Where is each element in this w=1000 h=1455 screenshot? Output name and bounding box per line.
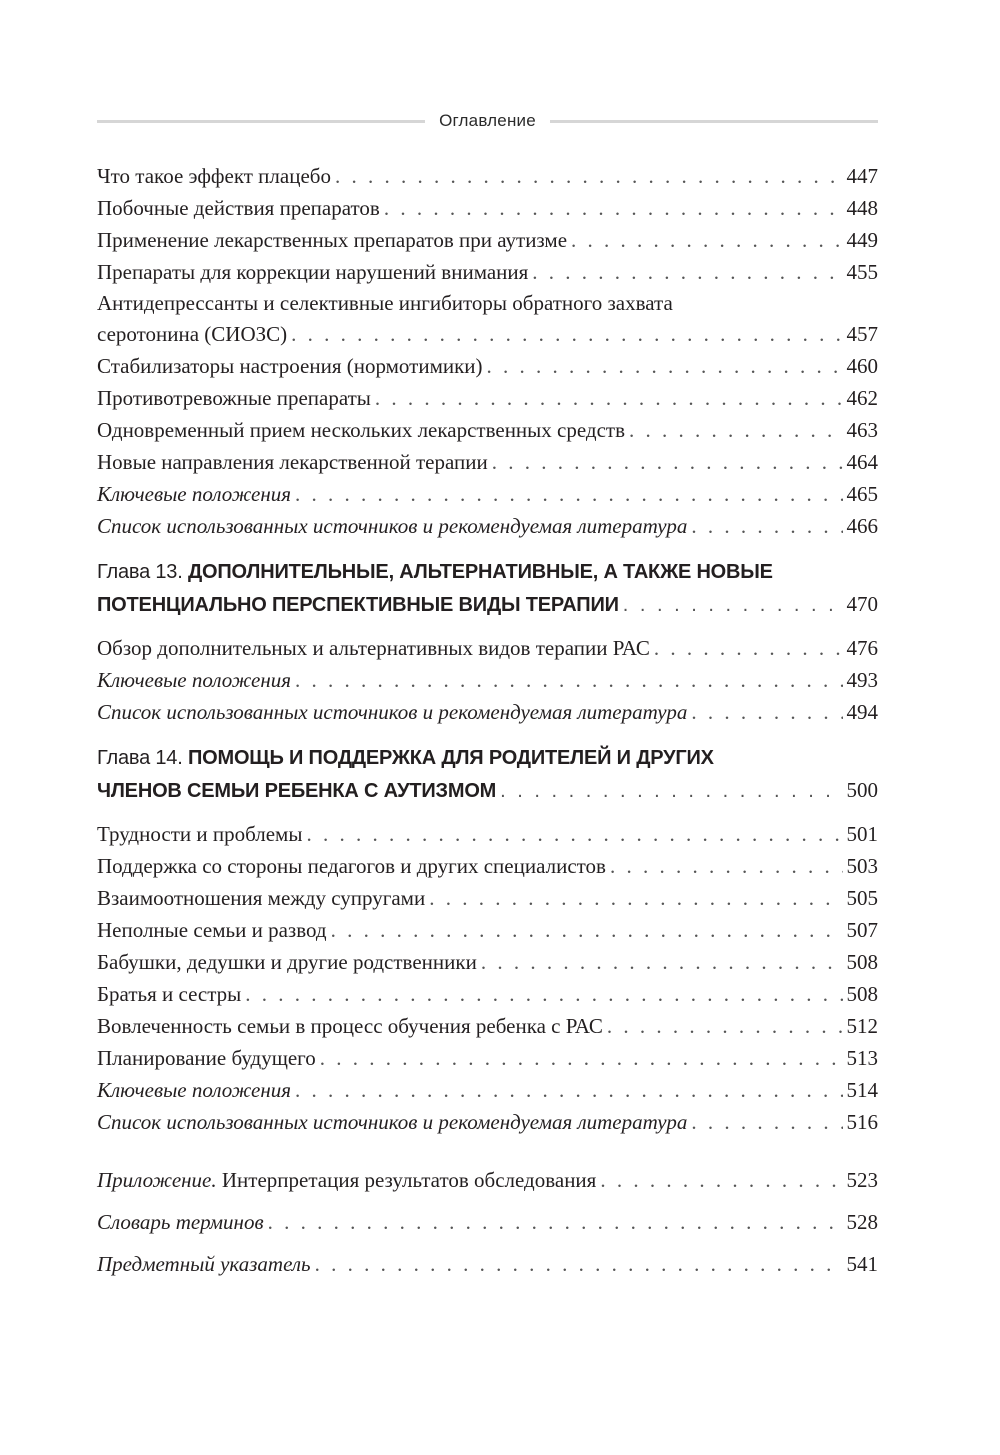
toc-entry-page: 466 bbox=[846, 514, 878, 538]
toc-entry-page: 512 bbox=[846, 1014, 878, 1038]
dot-leader bbox=[384, 192, 843, 224]
toc-entry-title: Ключевые положения bbox=[97, 1078, 292, 1102]
dot-leader bbox=[291, 318, 842, 350]
toc-entry[interactable] bbox=[97, 1042, 878, 1074]
dot-leader bbox=[481, 946, 843, 978]
dot-leader bbox=[320, 1042, 843, 1074]
toc-entry[interactable] bbox=[97, 446, 878, 478]
toc-entry[interactable] bbox=[97, 382, 878, 414]
toc-entry-page: 501 bbox=[846, 822, 878, 846]
dot-leader bbox=[500, 775, 842, 807]
dot-leader bbox=[331, 914, 843, 946]
toc-entry-title: Что такое эффект плацебо bbox=[97, 164, 331, 188]
toc-entry-page: 508 bbox=[846, 950, 878, 974]
chapter-page: 470 bbox=[846, 592, 878, 616]
dot-leader bbox=[295, 478, 842, 510]
chapter-title-text2: ЧЛЕНОВ СЕМЬИ РЕБЕНКА С АУТИЗМОМ bbox=[97, 780, 497, 802]
toc-entry-page: 494 bbox=[846, 700, 878, 724]
toc-entry[interactable] bbox=[97, 1010, 878, 1042]
running-header bbox=[97, 108, 878, 134]
dot-leader bbox=[245, 978, 842, 1010]
toc-entry[interactable] bbox=[97, 414, 878, 446]
toc-entry-title: Обзор дополнительных и альтернативных видов терапии РАС bbox=[97, 636, 650, 660]
toc-entry-page: 457 bbox=[846, 322, 878, 346]
toc-entry[interactable] bbox=[97, 978, 878, 1010]
toc-entry[interactable] bbox=[97, 850, 878, 882]
chapter-13-heading[interactable] bbox=[97, 556, 878, 620]
chapter-title-text: ПОМОЩЬ И ПОДДЕРЖКА ДЛЯ РОДИТЕЛЕЙ И ДРУГИХ bbox=[187, 747, 714, 769]
dot-leader bbox=[335, 160, 843, 192]
toc-entry-title: Стабилизаторы настроения (нормотимики) bbox=[97, 354, 483, 378]
toc-entry-page: 449 bbox=[846, 228, 878, 252]
dot-leader bbox=[306, 818, 842, 850]
chapter-title-line1 bbox=[97, 742, 878, 774]
dot-leader bbox=[315, 1248, 843, 1280]
dot-leader bbox=[487, 350, 843, 382]
header-rule-left bbox=[97, 120, 425, 123]
toc-entry-title: Ключевые положения bbox=[97, 482, 292, 506]
dot-leader bbox=[295, 664, 842, 696]
header-title: Оглавление bbox=[439, 111, 536, 130]
toc-entry-page: 476 bbox=[846, 636, 878, 660]
chapter-14-heading[interactable] bbox=[97, 742, 878, 806]
toc-entry[interactable] bbox=[97, 882, 878, 914]
toc-entry[interactable] bbox=[97, 914, 878, 946]
toc-entry-title: Бабушки, дедушки и другие родственники bbox=[97, 950, 477, 974]
appendix-title: Интерпретация результатов обследования bbox=[216, 1168, 597, 1192]
toc-entry-page: 514 bbox=[846, 1078, 878, 1102]
toc-entry-title-line1: Антидепрессанты и селективные ингибиторы обратного захвата bbox=[97, 291, 673, 315]
toc-entry-title: Планирование будущего bbox=[97, 1046, 316, 1070]
toc-entry-page: 460 bbox=[846, 354, 878, 378]
toc-entry-page: 516 bbox=[846, 1110, 878, 1134]
toc-entry-key-points[interactable] bbox=[97, 1074, 878, 1106]
toc-entry-title: Предметный указатель bbox=[97, 1252, 311, 1276]
appendix-prefix: Приложение. bbox=[97, 1168, 217, 1192]
toc-entry-title: Список использованных источников и рекомендуемая литература bbox=[97, 700, 688, 724]
dot-leader bbox=[532, 256, 842, 288]
toc-entry-title: Взаимоотношения между супругами bbox=[97, 886, 426, 910]
toc-entry-title: Словарь терминов bbox=[97, 1210, 264, 1234]
toc-entry-title: Поддержка со стороны педагогов и других специалистов bbox=[97, 854, 606, 878]
toc-entry-page: 541 bbox=[846, 1252, 878, 1276]
toc-entry[interactable] bbox=[97, 632, 878, 664]
dot-leader bbox=[268, 1206, 843, 1238]
dot-leader bbox=[607, 1010, 843, 1042]
toc-entry-key-points[interactable] bbox=[97, 664, 878, 696]
toc-entry-title bbox=[97, 1164, 596, 1196]
toc-entry-page: 513 bbox=[846, 1046, 878, 1070]
chapter-title-text2: ПОТЕНЦИАЛЬНО ПЕРСПЕКТИВНЫЕ ВИДЫ ТЕРАПИИ bbox=[97, 594, 619, 616]
chapter-title-text: ДОПОЛНИТЕЛЬНЫЕ, АЛЬТЕРНАТИВНЫЕ, А ТАКЖЕ НОВЫЕ bbox=[187, 561, 773, 583]
toc-entry-appendix[interactable] bbox=[97, 1164, 878, 1196]
dot-leader bbox=[429, 882, 842, 914]
toc-entry-index[interactable] bbox=[97, 1248, 878, 1280]
toc-entry-title: Противотревожные препараты bbox=[97, 386, 371, 410]
toc-entry-title: Побочные действия препаратов bbox=[97, 196, 380, 220]
toc-entry-title: Ключевые положения bbox=[97, 668, 292, 692]
toc-entry[interactable] bbox=[97, 818, 878, 850]
toc-entry-title: Список использованных источников и рекомендуемая литература bbox=[97, 514, 688, 538]
toc-entry[interactable] bbox=[97, 192, 878, 224]
toc-entry-title: Список использованных источников и рекомендуемая литература bbox=[97, 1110, 688, 1134]
toc-entry-page: 508 bbox=[846, 982, 878, 1006]
toc-entry-references[interactable] bbox=[97, 696, 878, 728]
chapter-label: Глава 13. bbox=[97, 561, 183, 583]
toc-entry-title: Братья и сестры bbox=[97, 982, 242, 1006]
dot-leader bbox=[375, 382, 843, 414]
toc-entry-page: 528 bbox=[846, 1210, 878, 1234]
toc-entry[interactable] bbox=[97, 946, 878, 978]
toc-entry-references[interactable] bbox=[97, 1106, 878, 1138]
toc-entry-line2 bbox=[97, 318, 878, 350]
toc-entry-page: 464 bbox=[846, 450, 878, 474]
toc-entry[interactable] bbox=[97, 160, 878, 192]
toc-entry-page: 523 bbox=[846, 1168, 878, 1192]
dot-leader bbox=[492, 446, 843, 478]
toc-entry-title: Новые направления лекарственной терапии bbox=[97, 450, 488, 474]
toc-entry-title: Одновременный прием нескольких лекарственных средств bbox=[97, 418, 625, 442]
toc-entry-page: 493 bbox=[846, 668, 878, 692]
toc-entry-page: 465 bbox=[846, 482, 878, 506]
dot-leader bbox=[295, 1074, 842, 1106]
chapter-title-line2 bbox=[97, 588, 878, 620]
toc-entry-title: Применение лекарственных препаратов при аутизме bbox=[97, 228, 568, 252]
toc-entry-page: 463 bbox=[846, 418, 878, 442]
header-rule-right bbox=[550, 120, 878, 123]
toc-entry-key-points[interactable] bbox=[97, 478, 878, 510]
toc-entry-title: Неполные семьи и развод bbox=[97, 918, 327, 942]
toc-entry-page: 503 bbox=[846, 854, 878, 878]
toc-entry-multiline[interactable] bbox=[97, 288, 878, 350]
toc-entry[interactable] bbox=[97, 350, 878, 382]
chapter-page: 500 bbox=[846, 778, 878, 802]
dot-leader bbox=[691, 696, 842, 728]
toc-entry-page: 462 bbox=[846, 386, 878, 410]
chapter-title-line2 bbox=[97, 774, 878, 806]
dot-leader bbox=[571, 224, 842, 256]
dot-leader bbox=[623, 589, 843, 621]
table-of-contents bbox=[97, 160, 878, 1280]
dot-leader bbox=[654, 632, 843, 664]
toc-entry-title: Трудности и проблемы bbox=[97, 822, 303, 846]
toc-entry-title-line2: серотонина (СИОЗС) bbox=[97, 322, 288, 346]
dot-leader bbox=[691, 510, 842, 542]
toc-entry-page: 505 bbox=[846, 886, 878, 910]
chapter-label: Глава 14. bbox=[97, 747, 183, 769]
toc-entry[interactable] bbox=[97, 256, 878, 288]
dot-leader bbox=[600, 1164, 842, 1196]
toc-entry-title: Препараты для коррекции нарушений внимания bbox=[97, 260, 529, 284]
toc-entry-page: 447 bbox=[846, 164, 878, 188]
dot-leader bbox=[629, 414, 843, 446]
toc-entry-title: Вовлеченность семьи в процесс обучения ребенка с РАС bbox=[97, 1014, 603, 1038]
dot-leader bbox=[691, 1106, 842, 1138]
toc-entry[interactable] bbox=[97, 224, 878, 256]
toc-entry-page: 448 bbox=[846, 196, 878, 220]
toc-entry-references[interactable] bbox=[97, 510, 878, 542]
dot-leader bbox=[610, 850, 843, 882]
toc-entry-glossary[interactable] bbox=[97, 1206, 878, 1238]
toc-entry-page: 507 bbox=[846, 918, 878, 942]
toc-entry-page: 455 bbox=[846, 260, 878, 284]
chapter-title-line1 bbox=[97, 556, 878, 588]
